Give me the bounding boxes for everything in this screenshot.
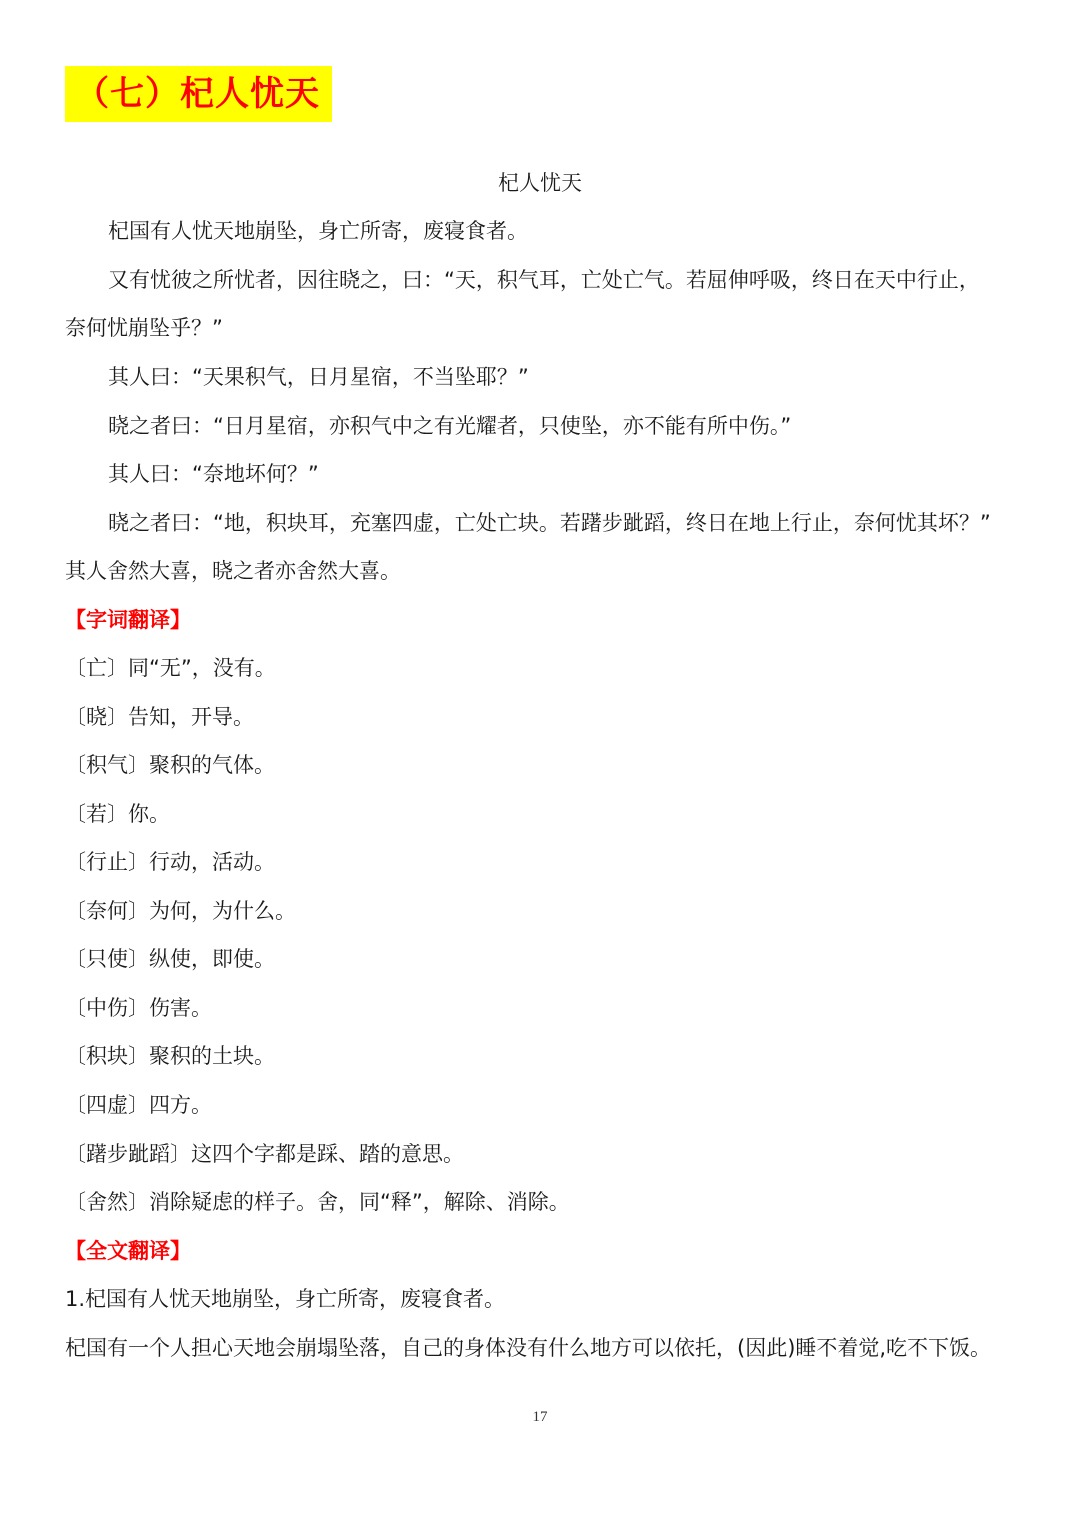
- full-translation-heading: 【全文翻译】: [65, 1239, 191, 1263]
- original-text-line: 奈何忧崩坠乎？”: [65, 316, 223, 340]
- word-translation-item: 〔奈何〕为何，为什么。: [65, 899, 296, 923]
- word-translation-item: 〔中伤〕伤害。: [65, 996, 212, 1020]
- original-text-line: 杞国有人忧天地崩坠，身亡所寄，废寝食者。: [108, 219, 528, 243]
- word-translation-item: 〔晓〕告知，开导。: [65, 705, 254, 729]
- page-number: 17: [532, 1409, 548, 1425]
- word-translation-heading: 【字词翻译】: [65, 608, 191, 632]
- word-translation-item: 〔舍然〕消除疑虑的样子。舍，同“释”，解除、消除。: [65, 1190, 570, 1214]
- word-translation-item: 〔只使〕纵使，即使。: [65, 947, 275, 971]
- section-title: （七）杞人忧天: [65, 66, 332, 122]
- word-translation-item: 〔四虚〕四方。: [65, 1093, 212, 1117]
- word-translation-item: 〔行止〕行动，活动。: [65, 850, 275, 874]
- word-translation-item: 〔躇步跐蹈〕这四个字都是踩、踏的意思。: [65, 1142, 464, 1166]
- original-text-line: 晓之者曰：“日月星宿，亦积气中之有光耀者，只使坠，亦不能有所中伤。”: [108, 414, 792, 438]
- text-title: 杞人忧天: [498, 171, 582, 195]
- original-text-line: 其人曰：“天果积气，日月星宿，不当坠耶？”: [108, 365, 529, 389]
- full-translation-item: 1.杞国有人忧天地崩坠，身亡所寄，废寝食者。: [65, 1287, 506, 1311]
- original-text-line: 晓之者曰：“地，积块耳，充塞四虚，亡处亡块。若躇步跐蹈，终日在地上行止，奈何忧其坏？”: [108, 511, 991, 535]
- word-translation-item: 〔积气〕聚积的气体。: [65, 753, 275, 777]
- full-translation-item: 杞国有一个人担心天地会崩塌坠落，自己的身体没有什么地方可以依托，(因此)睡不着觉,吃不下饭。: [65, 1336, 992, 1360]
- original-text-line: 其人舍然大喜，晓之者亦舍然大喜。: [65, 559, 401, 583]
- original-text-line: 其人曰：“奈地坏何？”: [108, 462, 319, 486]
- word-translation-item: 〔若〕你。: [65, 802, 170, 826]
- original-text-line: 又有忧彼之所忧者，因往晓之，曰：“天，积气耳，亡处亡气。若屈伸呼吸，终日在天中行止，: [108, 268, 980, 292]
- word-translation-item: 〔亡〕同“无”，没有。: [65, 656, 276, 680]
- word-translation-item: 〔积块〕聚积的土块。: [65, 1044, 275, 1068]
